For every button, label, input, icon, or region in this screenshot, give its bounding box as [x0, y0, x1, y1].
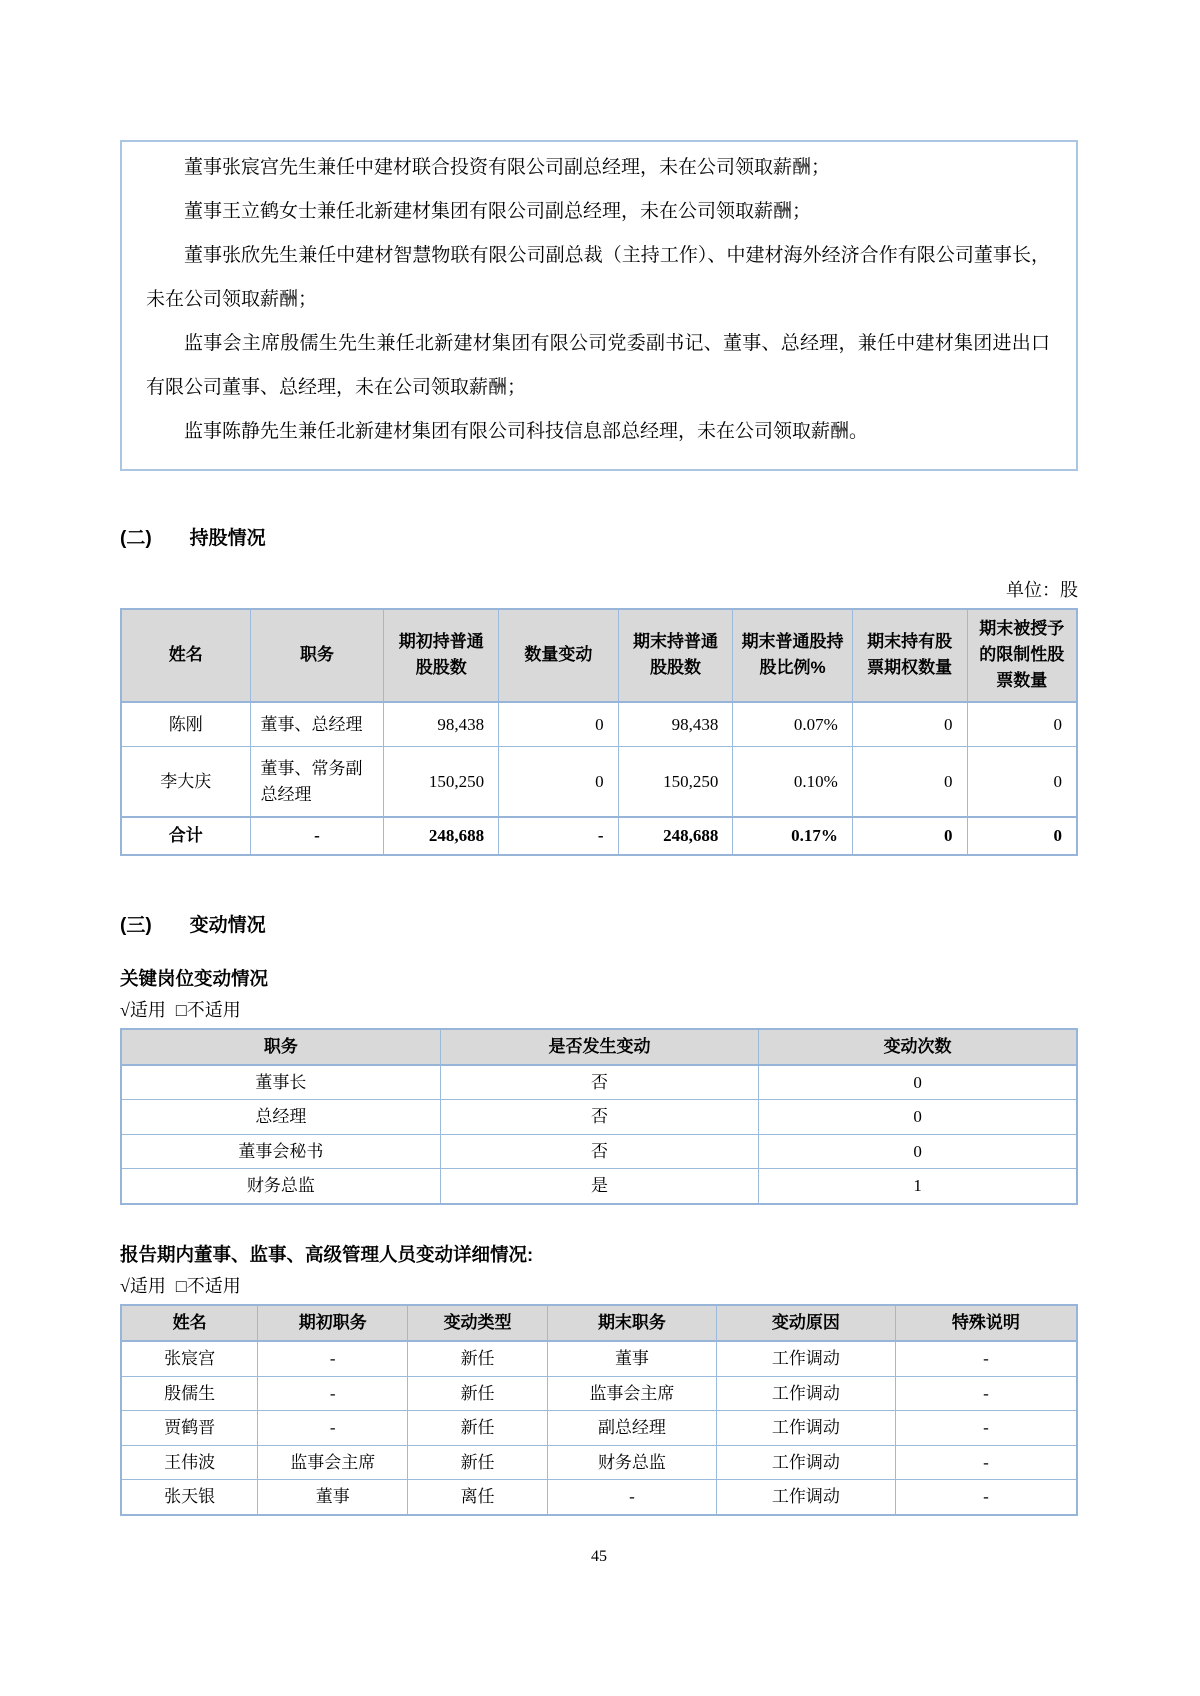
cell-value: 150,250	[384, 747, 499, 818]
checkbox-icon: □	[175, 1275, 187, 1296]
cell-value: 248,688	[384, 817, 499, 855]
notice-paragraph: 董事张欣先生兼任中建材智慧物联有限公司副总裁（主持工作）、中建材海外经济合作有限公司董事长，未在公司领取薪酬；	[146, 245, 1050, 311]
cell-value: -	[499, 817, 619, 855]
cell-value: 0	[499, 747, 619, 818]
column-header: 姓名	[121, 1305, 258, 1341]
column-header: 职务	[250, 609, 384, 702]
cell-position: 总经理	[121, 1100, 440, 1135]
cell-change-type: 新任	[408, 1445, 548, 1480]
cell-value: 0	[852, 817, 967, 855]
table-row	[121, 702, 1077, 747]
checkmark-icon: √	[120, 1275, 130, 1296]
cell-note: -	[895, 1480, 1077, 1515]
column-header: 职务	[121, 1029, 440, 1065]
table-row	[121, 747, 1077, 818]
cell-position: 董事、常务副总经理	[250, 747, 384, 818]
cell-name: 张宸宫	[121, 1341, 258, 1376]
checkmark-icon: √	[120, 999, 130, 1020]
cell-start-position: 监事会主席	[258, 1445, 408, 1480]
cell-start-position: -	[258, 1341, 408, 1376]
key-positions-title: 关键岗位变动情况	[120, 967, 269, 989]
cell-change-type: 新任	[408, 1411, 548, 1446]
table-row	[121, 1445, 1077, 1480]
cell-name: 陈刚	[121, 702, 250, 747]
notice-paragraph: 监事会主席殷儒生先生兼任北新建材集团有限公司党委副书记、董事、总经理，兼任中建材集团进出口有限公司董事、总经理，未在公司领取薪酬；	[146, 333, 1050, 399]
cell-value: 0.07%	[733, 702, 853, 747]
cell-value: 0	[967, 747, 1077, 818]
cell-value: 0.10%	[733, 747, 853, 818]
cell-start-position: -	[258, 1376, 408, 1411]
cell-changed: 是	[440, 1169, 758, 1204]
cell-note: -	[895, 1411, 1077, 1446]
cell-count: 0	[759, 1100, 1077, 1135]
cell-count: 1	[759, 1169, 1077, 1204]
column-header: 数量变动	[499, 609, 619, 702]
cell-name: 殷儒生	[121, 1376, 258, 1411]
cell-reason: 工作调动	[717, 1445, 896, 1480]
applicability-line	[120, 1272, 1078, 1298]
cell-name: 王伟波	[121, 1445, 258, 1480]
unit-label: 单位：股	[1006, 579, 1078, 600]
column-header: 变动类型	[408, 1305, 548, 1341]
cell-count: 0	[759, 1065, 1077, 1100]
column-header: 期末普通股持股比例%	[733, 609, 853, 702]
cell-end-position: 监事会主席	[547, 1376, 716, 1411]
cell-reason: 工作调动	[717, 1341, 896, 1376]
notice-paragraph: 监事陈静先生兼任北新建材集团有限公司科技信息部总经理，未在公司领取薪酬。	[184, 421, 869, 443]
cell-end-position: 董事	[547, 1341, 716, 1376]
applicable-label: 适用	[129, 1275, 166, 1296]
document-page	[120, 0, 1078, 1566]
cell-value: 0	[967, 702, 1077, 747]
cell-value: 248,688	[618, 817, 733, 855]
table-row	[121, 1065, 1077, 1100]
column-header: 是否发生变动	[440, 1029, 758, 1065]
cell-value: 98,438	[618, 702, 733, 747]
cell-value: 0	[967, 817, 1077, 855]
table-row	[121, 1341, 1077, 1376]
cell-name: 张天银	[121, 1480, 258, 1515]
cell-end-position: 副总经理	[547, 1411, 716, 1446]
cell-changed: 否	[440, 1100, 758, 1135]
cell-position: 董事会秘书	[121, 1134, 440, 1169]
cell-end-position: 财务总监	[547, 1445, 716, 1480]
column-header: 姓名	[121, 609, 250, 702]
column-header: 变动次数	[759, 1029, 1077, 1065]
cell-value: 0	[852, 747, 967, 818]
cell-position: 董事、总经理	[250, 702, 384, 747]
cell-reason: 工作调动	[717, 1376, 896, 1411]
table-header-row	[121, 609, 1077, 702]
cell-note: -	[895, 1445, 1077, 1480]
table-row	[121, 1134, 1077, 1169]
column-header: 期末被授予的限制性股票数量	[967, 609, 1077, 702]
cell-reason: 工作调动	[717, 1411, 896, 1446]
table-row	[121, 1480, 1077, 1515]
cell-change-type: 新任	[408, 1341, 548, 1376]
table-row	[121, 1411, 1077, 1446]
cell-position: 财务总监	[121, 1169, 440, 1204]
notice-paragraph: 董事张宸宫先生兼任中建材联合投资有限公司副总经理，未在公司领取薪酬；	[184, 157, 831, 178]
table-header-row	[121, 1305, 1077, 1341]
cell-name: 贾鹤晋	[121, 1411, 258, 1446]
column-header: 期末持普通股股数	[618, 609, 733, 702]
table-row	[121, 1100, 1077, 1135]
cell-change-type: 离任	[408, 1480, 548, 1515]
shareholding-table	[120, 608, 1078, 856]
column-header: 变动原因	[717, 1305, 896, 1341]
cell-name: 李大庆	[121, 747, 250, 818]
cell-position: 董事长	[121, 1065, 440, 1100]
column-header: 期初持普通股股数	[384, 609, 499, 702]
cell-value: -	[250, 817, 384, 855]
table-row	[121, 1169, 1077, 1204]
section-number: (三)	[120, 914, 152, 936]
table-total-row	[121, 817, 1077, 855]
cell-reason: 工作调动	[717, 1480, 896, 1515]
table-header-row	[121, 1029, 1077, 1065]
cell-note: -	[895, 1341, 1077, 1376]
cell-changed: 否	[440, 1065, 758, 1100]
not-applicable-label: 不适用	[186, 999, 241, 1020]
cell-changed: 否	[440, 1134, 758, 1169]
column-header: 期末职务	[547, 1305, 716, 1341]
section-title: 变动情况	[189, 914, 266, 936]
cell-value: 150,250	[618, 747, 733, 818]
page-number: 45	[591, 1547, 607, 1565]
checkbox-icon: □	[175, 999, 187, 1020]
table-row	[121, 1376, 1077, 1411]
notice-paragraph: 董事王立鹤女士兼任北新建材集团有限公司副总经理，未在公司领取薪酬；	[184, 201, 812, 223]
cell-start-position: 董事	[258, 1480, 408, 1515]
cell-value: 98,438	[384, 702, 499, 747]
not-applicable-label: 不适用	[186, 1275, 241, 1296]
cell-change-type: 新任	[408, 1376, 548, 1411]
cell-start-position: -	[258, 1411, 408, 1446]
cell-value: 0.17%	[733, 817, 853, 855]
notice-box	[120, 140, 1078, 471]
section-number: (二)	[120, 527, 152, 549]
section-heading-changes	[120, 910, 1078, 937]
section-title: 持股情况	[189, 527, 266, 549]
section-heading-shareholding	[120, 523, 1078, 550]
personnel-detail-title: 报告期内董事、监事、高级管理人员变动详细情况:	[120, 1243, 534, 1265]
column-header: 特殊说明	[895, 1305, 1077, 1341]
cell-end-position: -	[547, 1480, 716, 1515]
cell-value: 0	[852, 702, 967, 747]
cell-value: 0	[499, 702, 619, 747]
key-positions-table	[120, 1028, 1078, 1205]
cell-total-label: 合计	[121, 817, 250, 855]
cell-note: -	[895, 1376, 1077, 1411]
applicability-line	[120, 996, 1078, 1022]
personnel-detail-table	[120, 1304, 1078, 1516]
cell-count: 0	[759, 1134, 1077, 1169]
column-header: 期末持有股票期权数量	[852, 609, 967, 702]
column-header: 期初职务	[258, 1305, 408, 1341]
applicable-label: 适用	[129, 999, 166, 1020]
